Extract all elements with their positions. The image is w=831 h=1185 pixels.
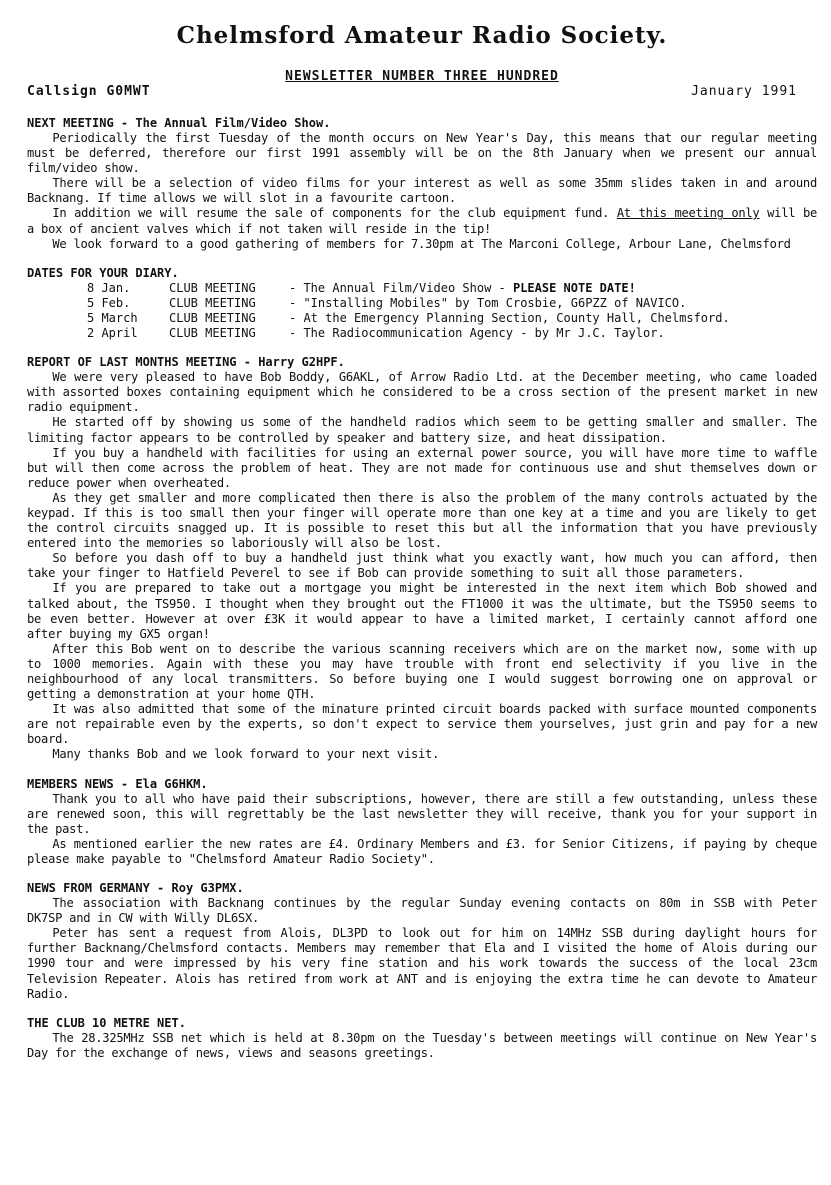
issue-title: NEWSLETTER NUMBER THREE HUNDRED — [285, 69, 559, 84]
paragraph: So before you dash off to buy a handheld just think what you exactly want, how much you can afford, then take your finger to Hatfield Peverel to see if Bob can provide something to suit all those parameters. — [27, 551, 817, 581]
paragraph: As they get smaller and more complicated then there is also the problem of the many controls actuated by the keypad. If this is too small then your finger will operate more than one key at a time and you are likely to get the control circuits snagged up. It is possible to reset this but all the information that you have previously entered into the memories so laboriously will also be lost. — [27, 490, 817, 551]
diary-list — [27, 281, 817, 341]
diary-date: 5 March — [87, 310, 138, 325]
section-heading: DATES FOR YOUR DIARY. — [27, 265, 179, 280]
paragraph: Thank you to all who have paid their subscriptions, however, there are still a few outstanding, unless these are renewed soon, this will regrettably be the last newsletter they will receive, thank you for your support in the past. — [27, 791, 817, 836]
diary-kind: CLUB MEETING — [169, 295, 256, 310]
diary-kind: CLUB MEETING — [169, 326, 256, 341]
paragraph: Periodically the first Tuesday of the month occurs on New Year's Day, this means that our regular meeting must be deferred, therefore our first 1991 assembly will be on the 8th January when we present our annual film/video show. — [27, 131, 817, 176]
diary-kind: CLUB MEETING — [169, 280, 256, 295]
paragraph: Many thanks Bob and we look forward to your next visit. — [52, 747, 440, 762]
issue-date: January 1991 — [691, 84, 797, 99]
diary-kind: CLUB MEETING — [169, 310, 256, 325]
text-run: In addition we will resume the sale of components for the club equipment fund. — [52, 206, 610, 221]
members-news-section — [27, 777, 817, 867]
diary-note: PLEASE NOTE DATE! — [512, 280, 636, 295]
underlined-text: At this meeting only — [616, 206, 760, 221]
section-heading: NEXT MEETING - The Annual Film/Video Show. — [27, 116, 331, 130]
diary-date: 8 Jan. — [87, 280, 131, 295]
paragraph: If you are prepared to take out a mortgage you might be interested in the next item which Bob showed and talked about, the TS950. I thought when they brought out the FT1000 it was the ultimate, but the TS950 seems to be even better. However at over £3K it would appear to have a limited market, I certainly cannot afford one after buying my GX5 organ! — [27, 581, 817, 641]
paragraph: The 28.325MHz SSB net which is held at 8.30pm on the Tuesday's between meetings will continue on New Year's Day for the exchange of news, views and seasons greetings. — [27, 1030, 817, 1060]
id-row — [27, 84, 817, 99]
diary-date: 5 Feb. — [87, 295, 131, 310]
club-net-section — [27, 1016, 817, 1061]
section-heading: MEMBERS NEWS - Ela G6HKM. — [27, 776, 208, 791]
germany-news-section — [27, 881, 817, 1002]
paragraph: The association with Backnang continues by the regular Sunday evening contacts on 80m in SSB with Peter DK7SP and in CW with Willy DL6SX. — [27, 896, 817, 926]
diary-text: - "Installing Mobiles" by Tom Crosbie, G6PZZ of NAVICO. — [289, 295, 687, 310]
paragraph: We look forward to a good gathering of members for 7.30pm at The Marconi College, Arbour Lane, Chelmsford — [52, 236, 791, 251]
next-meeting-section — [27, 116, 817, 252]
paragraph — [27, 206, 817, 236]
diary-entry — [87, 281, 817, 296]
diary-date: 2 April — [87, 326, 138, 341]
section-heading: NEWS FROM GERMANY - Roy G3PMX. — [27, 881, 244, 896]
diary-section — [27, 266, 817, 341]
section-heading: REPORT OF LAST MONTHS MEETING - Harry G2HPF. — [27, 355, 345, 370]
callsign: Callsign G0MWT — [27, 84, 151, 99]
paragraph: We were very pleased to have Bob Boddy, G6AKL, of Arrow Radio Ltd. at the December meeting, who came loaded with assorted boxes containing equipment which he considered to be a cross section of the present market in new radio equipment. — [27, 370, 817, 415]
paragraph: It was also admitted that some of the minature printed circuit boards packed with surface mounted components are not repairable even by the experts, so don't expect to service them yourselves, just grin and pay for a new board. — [27, 702, 817, 747]
diary-text: - The Annual Film/Video Show - — [289, 280, 506, 295]
diary-text: - The Radiocommunication Agency - by Mr J.C. Taylor. — [289, 326, 665, 341]
diary-entry — [87, 296, 817, 311]
text-run: will be a box of ancient valves which if not taken will reside in the tip! — [27, 206, 818, 236]
section-heading: THE CLUB 10 METRE NET. — [27, 1015, 186, 1030]
paragraph: There will be a selection of video films for your interest as well as some 35mm slides taken in and around Backnang. If time allows we will slot in a favourite cartoon. — [27, 176, 817, 206]
diary-entry — [87, 311, 817, 326]
paragraph: As mentioned earlier the new rates are £4. Ordinary Members and £3. for Senior Citizens, if paying by cheque please make payable to "Chelmsford Amateur Radio Society". — [27, 836, 817, 866]
paragraph: He started off by showing us some of the handheld radios which seem to be getting smaller and smaller. The limiting factor appears to be controlled by speaker and battery size, and heat dissipation. — [27, 415, 817, 445]
paragraph: Peter has sent a request from Alois, DL3PD to look out for him on 14MHz SSB during daylight hours for further Backnang/Chelmsford contacts. Members may remember that Ela and I visited the home of Alois during our 1990 tour and were impressed by his very fine station and his work towards the success of the local 23cm Television Repeater. Alois has retired from work at ANT and is enjoying the extra time he can devote to Amateur Radio. — [27, 926, 817, 1001]
paragraph: After this Bob went on to describe the various scanning receivers which are on the market now, some with up to 1000 memories. Again with these you may have trouble with front end selectivity if you live in the neighbourhood of any local transmitters. So before buying one I would suggest borrowing one on approval or getting a demonstration at your home QTH. — [27, 641, 817, 702]
diary-entry — [87, 326, 817, 341]
paragraph: If you buy a handheld with facilities for using an external power source, you will have more time to waffle but will then come across the problem of heat. They are not made for continuous use and shut themselves down or reduce power when overheated. — [27, 445, 817, 490]
diary-text: - At the Emergency Planning Section, County Hall, Chelmsford. — [289, 310, 730, 325]
masthead: Chelmsford Amateur Radio Society. — [176, 22, 668, 49]
report-section — [27, 355, 817, 762]
